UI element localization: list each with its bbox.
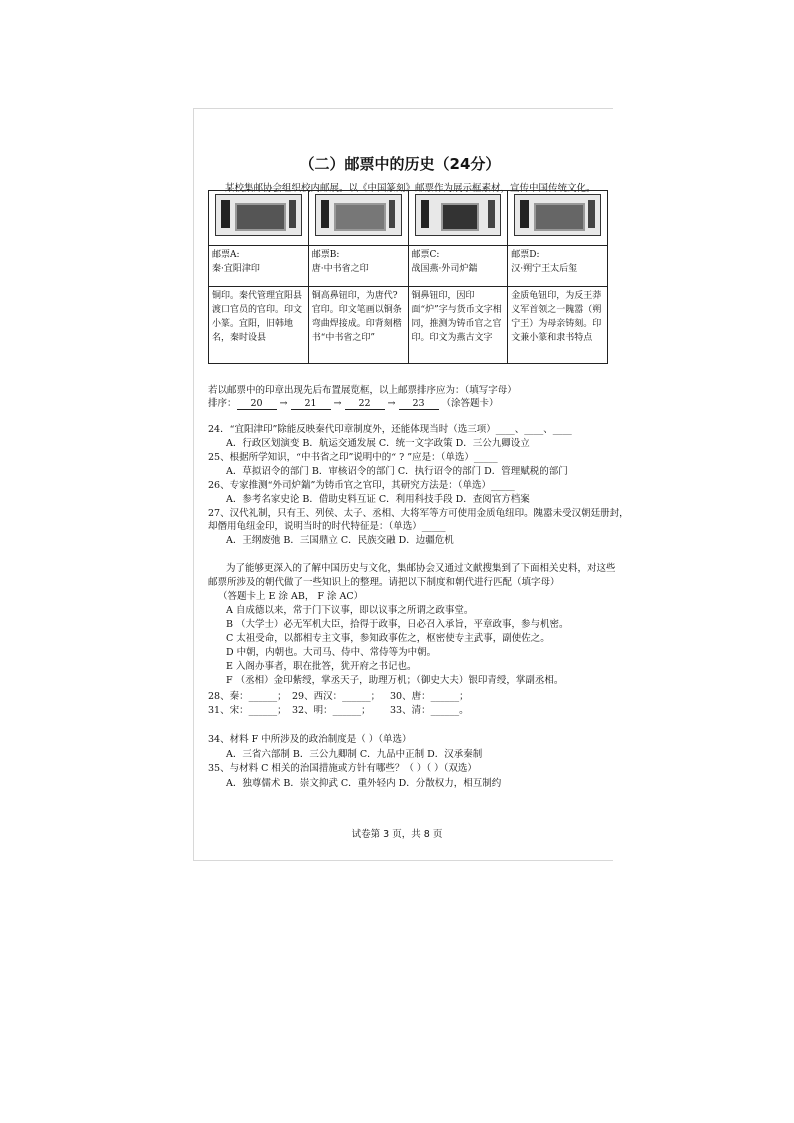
stamp-desc-row — [209, 287, 608, 364]
match-33[interactable]: 33、清：______。 — [390, 705, 469, 716]
match-29[interactable]: 29、西汉：______； — [292, 691, 381, 702]
stamp-c-name: 战国燕·外司炉鍴 — [411, 264, 478, 274]
stamp-b-image — [315, 194, 402, 236]
stamp-c-title: 邮票C: 战国燕·外司炉鍴 — [408, 246, 508, 287]
stamp-c-image — [415, 194, 502, 236]
question-27-options: A．王纲废弛 B．三国鼎立 C．民族交融 D．边疆危机 — [226, 535, 454, 546]
material-f: F （丞相）金印紫绶，掌丞天子，助理万机；（御史大夫）银印青绶，掌副丞相。 — [226, 675, 564, 686]
stamp-a-title: 邮票A: 秦·宜阳津印 — [209, 246, 309, 287]
stamp-name-row — [209, 246, 608, 287]
answer-20[interactable]: 20 — [237, 398, 277, 410]
question-27-stem-2: 却僭用龟纽金印，说明当时的时代特征是：（单选）_____ — [208, 521, 446, 532]
question-35-options: A．独尊儒术 B．崇文抑武 C．重外轻内 D．分散权力，相互制约 — [226, 778, 502, 789]
question-34-options: A．三省六部制 B．三公九卿制 C．九品中正制 D．汉承秦制 — [226, 749, 483, 760]
material-e: E 入阁办事者，职在批答，犹开府之书记也。 — [226, 661, 417, 672]
match-30[interactable]: 30、唐：______； — [390, 691, 469, 702]
question-24-stem: 24．“宜阳津印”除能反映秦代印章制度外，还能体现当时（选三项）____、____、____ — [208, 424, 572, 435]
stamp-d-desc: 金质龟钮印，为反王莽义军首领之一隗嚣（朔宁王）为母亲铸刻。印文兼小篆和隶书特点 — [508, 287, 608, 364]
stamp-d-image — [514, 194, 601, 236]
scan-edge-top — [193, 108, 613, 109]
scan-edge-bottom — [193, 860, 613, 861]
order-prompt: 若以邮票中的印章出现先后布置展览框，以上邮票排序应为：（填写字母） — [208, 385, 517, 396]
answer-21[interactable]: 21 — [291, 398, 331, 410]
material-a: A 自成德以来，常于门下议事，即以议事之所谓之政事堂。 — [226, 605, 474, 616]
stamp-a-desc: 铜印。秦代管理宜阳县渡口官员的官印。印文小篆。宜阳，旧韩地名，秦时设县 — [209, 287, 309, 364]
match-32[interactable]: 32、明：______； — [292, 705, 371, 716]
material-b: B （大学士）必无军机大臣，拾得于政事，日必召入承旨，平章政事，参与机密。 — [226, 619, 569, 630]
stamp-d-name: 汉·朔宁王太后玺 — [511, 264, 578, 274]
question-35-stem: 35、与材料 C 相关的治国措施或方针有哪些？（ ）（ ）（双选） — [208, 763, 477, 774]
match-31[interactable]: 31、宋：______； — [208, 705, 287, 716]
stamp-c-cell — [408, 191, 508, 246]
section-title: （二）邮票中的历史（24分） — [299, 155, 501, 173]
stamp-d-cell — [508, 191, 608, 246]
question-25-options: A．草拟诏令的部门 B．审核诏令的部门 C．执行诏令的部门 D．管理赋税的部门 — [226, 466, 568, 477]
question-27-stem: 27、汉代礼制，只有王、列侯、太子、丞相、大将军等方可使用金质龟纽印。隗嚣未受汉朝廷册封， — [208, 508, 629, 519]
match-intro-1: 为了能够更深入的了解中国历史与文化，集邮协会又通过文献搜集到了下面相关史料，对这些 — [226, 563, 616, 574]
material-c: C 太祖受命，以都相专主文事，参知政事佐之，枢密使专主武事，副使佐之。 — [226, 633, 550, 644]
question-24-options: A．行政区划演变 B．航运交通发展 C．统一文字政策 D．三公九卿设立 — [226, 438, 530, 449]
stamp-b-cell — [308, 191, 408, 246]
stamp-b-desc: 铜高鼻钮印，为唐代?官印。印文笔画以铜条弯曲焊接成。印背刻楷书“中书省之印” — [308, 287, 408, 364]
question-26-options: A．参考名家史论 B．借助史料互证 C．利用科技手段 D．查阅官方档案 — [226, 494, 530, 505]
match-intro-3: （答题卡上 E 涂 AB， F 涂 AC） — [218, 591, 364, 602]
match-28[interactable]: 28、秦：______； — [208, 691, 287, 702]
page-footer: 试卷第 3 页，共 8 页 — [351, 829, 443, 840]
stamp-d-title: 邮票D: 汉·朔宁王太后玺 — [508, 246, 608, 287]
material-d: D 中朝，内朝也。大司马、侍中、常侍等为中朝。 — [226, 647, 437, 658]
question-26-stem: 26、专家推测“外司炉鍴”为铸币官之官印，其研究方法是：（单选）_____ — [208, 480, 515, 491]
stamp-c-desc: 铜鼻钮印，因印面“炉”字与货币文字相同，推测为铸币官之官印。印文为燕古文字 — [408, 287, 508, 364]
stamp-a-image — [215, 194, 302, 236]
question-25-stem: 25、根据所学知识，“中书省之印”说明中的“ ? ”应是：（单选）_____ — [208, 452, 498, 463]
answer-22[interactable]: 22 — [345, 398, 385, 410]
scan-edge-left — [193, 108, 194, 860]
answer-23[interactable]: 23 — [399, 398, 439, 410]
stamp-image-row — [209, 191, 608, 246]
section-intro: 某校集邮协会组织校内邮展。以《中国篆刻》邮票作为展示框素材，宣传中国传统文化。 — [225, 183, 596, 194]
stamp-b-name: 唐·中书省之印 — [311, 264, 369, 274]
order-line: 排序： 20 → 21 → 22 → 23 （涂答题卡） — [208, 398, 499, 409]
stamp-b-title: 邮票B: 唐·中书省之印 — [308, 246, 408, 287]
stamp-a-cell — [209, 191, 309, 246]
stamp-a-name: 秦·宜阳津印 — [212, 264, 260, 274]
question-34-stem: 34、材料 F 中所涉及的政治制度是（ ）（单选） — [208, 734, 412, 745]
stamp-table — [208, 190, 608, 364]
match-intro-2: 邮票所涉及的朝代做了一些知识上的整理。请把以下制度和朝代进行匹配（填字母） — [208, 577, 560, 588]
